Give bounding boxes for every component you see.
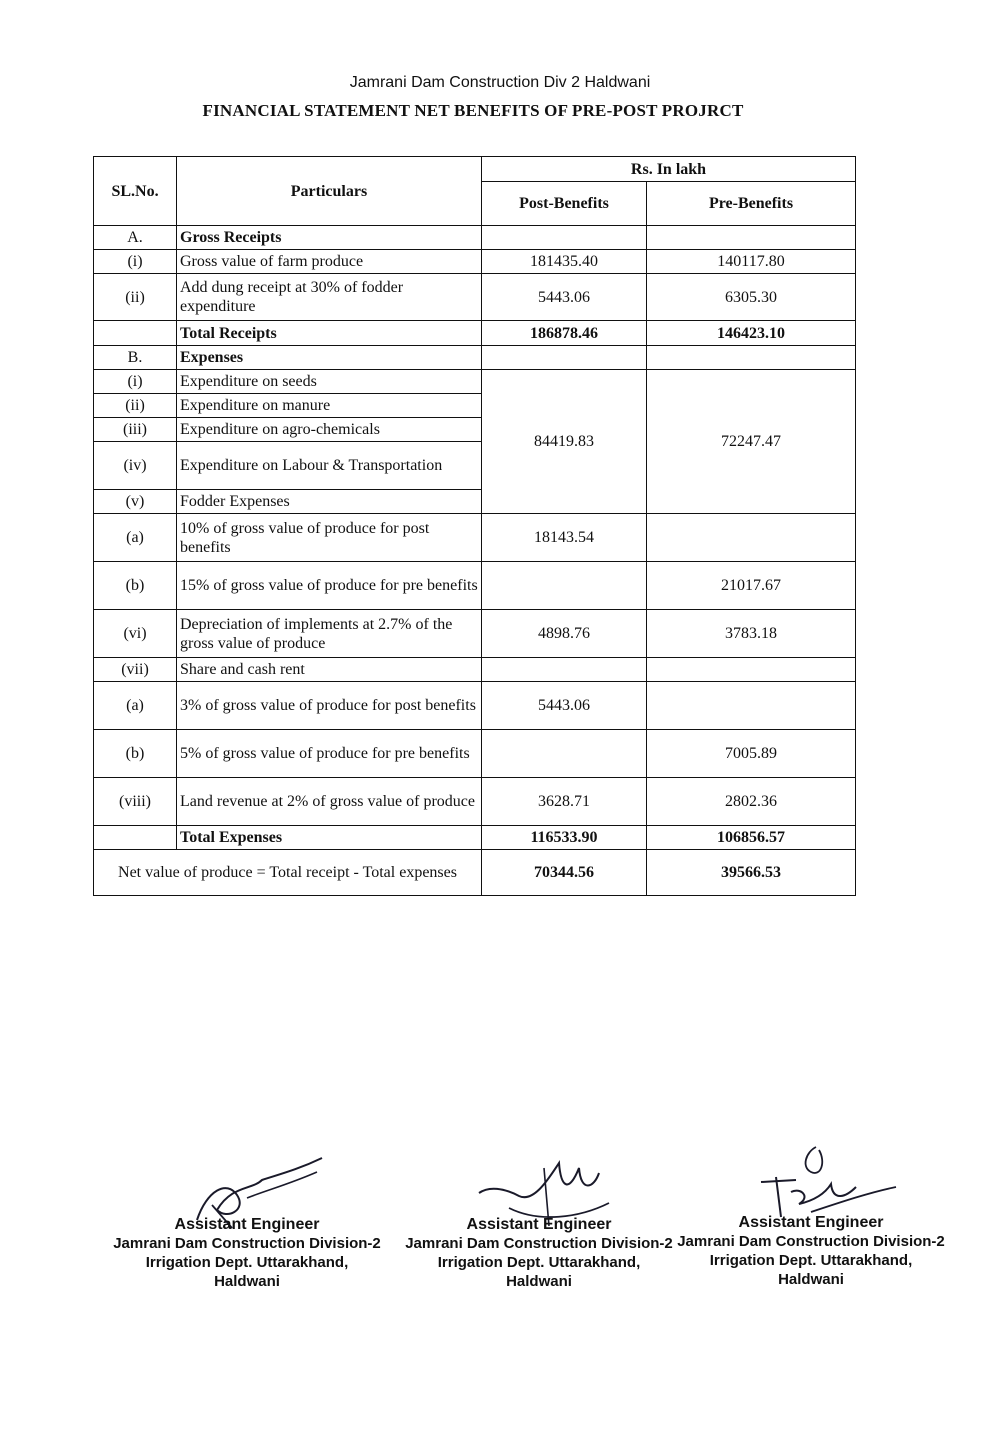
signatory-dept: Irrigation Dept. Uttarakhand, Haldwani xyxy=(709,1252,913,1288)
post-cell: 5443.06 xyxy=(482,274,647,321)
pre-cell: 3783.18 xyxy=(647,610,856,658)
particular-cell: 10% of gross value of produce for post benefits xyxy=(177,514,482,562)
sl-cell: (a) xyxy=(94,514,177,562)
header-sl-no: SL.No. xyxy=(94,157,177,226)
sl-cell: (iv) xyxy=(94,442,177,490)
table-row xyxy=(94,514,856,562)
particular-cell: Expenditure on seeds xyxy=(177,370,482,394)
sl-cell: B. xyxy=(94,346,177,370)
signature-block-1 xyxy=(112,1150,382,1291)
sl-cell: (vii) xyxy=(94,658,177,682)
sl-cell: (ii) xyxy=(94,394,177,418)
pre-cell xyxy=(647,226,856,250)
signatory-dept: Irrigation Dept. Uttarakhand, Haldwani xyxy=(437,1254,641,1290)
signatory-role: Assistant Engineer xyxy=(738,1214,884,1231)
signatory-role: Assistant Engineer xyxy=(174,1216,320,1233)
particular-cell: Land revenue at 2% of gross value of produce xyxy=(177,778,482,826)
post-cell: 18143.54 xyxy=(482,514,647,562)
net-value-label: Net value of produce = Total receipt - Total expenses xyxy=(94,850,482,896)
table-row xyxy=(94,562,856,610)
particular-cell: 15% of gross value of produce for pre benefits xyxy=(177,562,482,610)
particular-cell: Gross value of farm produce xyxy=(177,250,482,274)
total-expenses-label: Total Expenses xyxy=(177,826,482,850)
table-row xyxy=(94,226,856,250)
post-cell xyxy=(482,226,647,250)
signature-section xyxy=(0,1120,1000,1320)
post-cell xyxy=(482,730,647,778)
signatory-org: Jamrani Dam Construction Division-2 xyxy=(677,1233,945,1250)
office-name: Jamrani Dam Construction Div 2 Haldwani xyxy=(349,74,651,91)
table-row xyxy=(94,346,856,370)
sl-cell: (b) xyxy=(94,562,177,610)
total-receipts-post: 186878.46 xyxy=(482,321,647,346)
header-pre-benefits: Pre-Benefits xyxy=(647,182,856,226)
signatory-org: Jamrani Dam Construction Division-2 xyxy=(405,1235,673,1252)
pre-cell: 140117.80 xyxy=(647,250,856,274)
financial-statement-table xyxy=(93,156,856,896)
post-cell xyxy=(482,562,647,610)
post-cell: 3628.71 xyxy=(482,778,647,826)
sl-cell: (viii) xyxy=(94,778,177,826)
table-row xyxy=(94,778,856,826)
section-heading: Gross Receipts xyxy=(177,226,482,250)
total-receipts-label: Total Receipts xyxy=(177,321,482,346)
signature-block-3 xyxy=(676,1142,946,1289)
post-cell: 4898.76 xyxy=(482,610,647,658)
total-expenses-post: 116533.90 xyxy=(482,826,647,850)
particular-cell: Depreciation of implements at 2.7% of the gross value of produce xyxy=(177,610,482,658)
sl-cell: A. xyxy=(94,226,177,250)
pre-cell: 7005.89 xyxy=(647,730,856,778)
table-row xyxy=(94,730,856,778)
table-row xyxy=(94,321,856,346)
total-receipts-pre: 146423.10 xyxy=(647,321,856,346)
pre-cell: 21017.67 xyxy=(647,562,856,610)
particular-cell: Expenditure on manure xyxy=(177,394,482,418)
particular-cell: 3% of gross value of produce for post benefits xyxy=(177,682,482,730)
sl-cell: (i) xyxy=(94,250,177,274)
signatory-org: Jamrani Dam Construction Division-2 xyxy=(113,1235,381,1252)
expenses-group-post: 84419.83 xyxy=(482,370,647,514)
particular-cell: Share and cash rent xyxy=(177,658,482,682)
particular-cell: Add dung receipt at 30% of fodder expenditure xyxy=(177,274,482,321)
table-header-row xyxy=(94,157,856,182)
table-row xyxy=(94,682,856,730)
table-row xyxy=(94,370,856,394)
sl-cell xyxy=(94,321,177,346)
particular-cell: Expenditure on agro-chemicals xyxy=(177,418,482,442)
pre-cell xyxy=(647,346,856,370)
table-row xyxy=(94,610,856,658)
post-cell xyxy=(482,346,647,370)
expenses-group-pre: 72247.47 xyxy=(647,370,856,514)
sl-cell: (i) xyxy=(94,370,177,394)
signature-block-2 xyxy=(404,1148,674,1291)
table-row xyxy=(94,274,856,321)
pre-cell xyxy=(647,682,856,730)
signatory-dept: Irrigation Dept. Uttarakhand, Haldwani xyxy=(145,1254,349,1290)
table-row xyxy=(94,250,856,274)
document-title: FINANCIAL STATEMENT NET BENEFITS OF PRE-POST PROJRCT xyxy=(202,101,744,120)
sl-cell: (b) xyxy=(94,730,177,778)
net-value-pre: 39566.53 xyxy=(647,850,856,896)
signatory-role: Assistant Engineer xyxy=(466,1216,612,1233)
table-row xyxy=(94,658,856,682)
post-cell: 181435.40 xyxy=(482,250,647,274)
section-heading: Expenses xyxy=(177,346,482,370)
particular-cell: Expenditure on Labour & Transportation xyxy=(177,442,482,490)
header-post-benefits: Post-Benefits xyxy=(482,182,647,226)
sl-cell xyxy=(94,826,177,850)
sl-cell: (v) xyxy=(94,490,177,514)
post-cell: 5443.06 xyxy=(482,682,647,730)
particular-cell: Fodder Expenses xyxy=(177,490,482,514)
sl-cell: (iii) xyxy=(94,418,177,442)
sl-cell: (ii) xyxy=(94,274,177,321)
pre-cell: 6305.30 xyxy=(647,274,856,321)
particular-cell: 5% of gross value of produce for pre benefits xyxy=(177,730,482,778)
pre-cell xyxy=(647,514,856,562)
table-row xyxy=(94,850,856,896)
header-unit: Rs. In lakh xyxy=(482,157,856,182)
net-value-post: 70344.56 xyxy=(482,850,647,896)
sl-cell: (a) xyxy=(94,682,177,730)
post-cell xyxy=(482,658,647,682)
header-particulars: Particulars xyxy=(177,157,482,226)
table-row xyxy=(94,826,856,850)
pre-cell: 2802.36 xyxy=(647,778,856,826)
total-expenses-pre: 106856.57 xyxy=(647,826,856,850)
sl-cell: (vi) xyxy=(94,610,177,658)
pre-cell xyxy=(647,658,856,682)
